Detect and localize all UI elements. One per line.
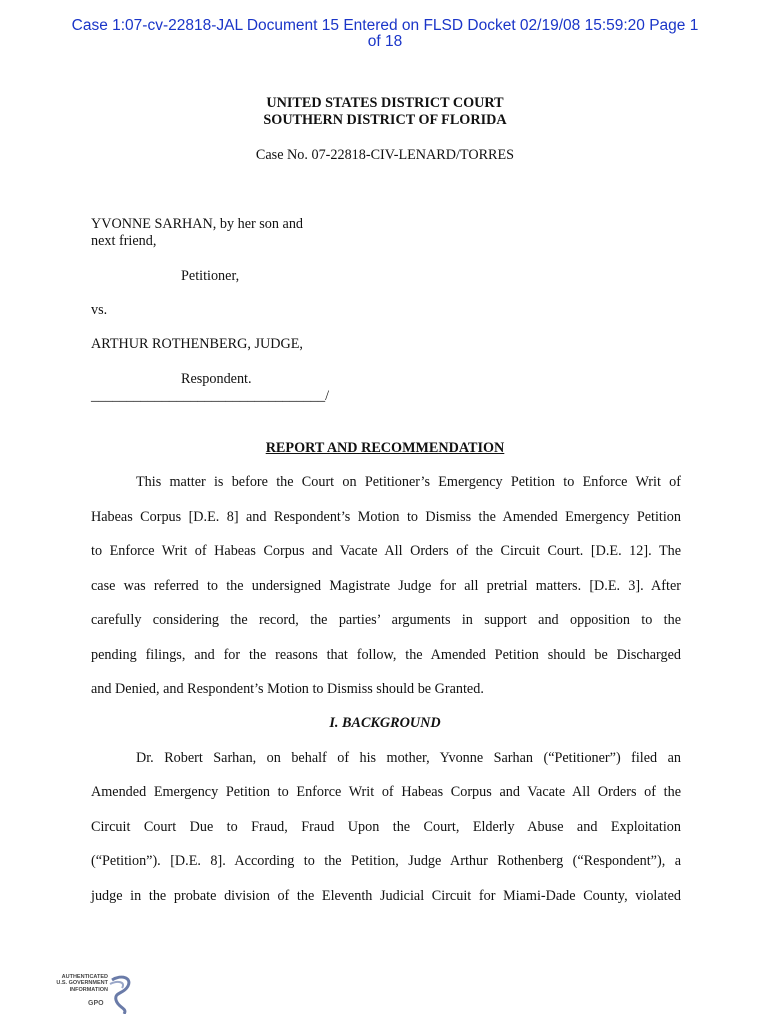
- gpo-logo-line-1: AUTHENTICATED: [61, 974, 108, 980]
- docket-header-line-1: Case 1:07-cv-22818-JAL Document 15 Entered on FLSD Docket 02/19/08 15:59:20 Page 1: [71, 17, 699, 34]
- docket-header-line-2: of 18: [367, 33, 403, 50]
- intro-line: and Denied, and Respondent’s Motion to Dismiss should be Granted.: [91, 681, 484, 697]
- report-title: REPORT AND RECOMMENDATION: [265, 440, 505, 456]
- intro-line: This matter is before the Court on Petitioner’s Emergency Petition to Enforce Writ of: [136, 474, 681, 490]
- caption-rule: _________________________________/: [91, 388, 330, 404]
- gpo-logo-line-2: U.S. GOVERNMENT: [56, 980, 108, 987]
- gpo-logo-text: [44, 974, 108, 993]
- court-name-line-1: UNITED STATES DISTRICT COURT: [266, 95, 504, 111]
- gpo-mark: GPO: [88, 1000, 104, 1007]
- docket-header: [60, 18, 710, 50]
- petitioner-name: YVONNE SARHAN, by her son and: [91, 216, 304, 232]
- background-line: (“Petition”). [D.E. 8]. According to the Petition, Judge Arthur Rothenberg (“Respondent”), a: [91, 853, 681, 869]
- respondent-name: ARTHUR ROTHENBERG, JUDGE,: [91, 336, 303, 352]
- intro-line: to Enforce Writ of Habeas Corpus and Vacate All Orders of the Circuit Court. [D.E. 12]. The: [91, 543, 681, 559]
- background-line: judge in the probate division of the Eleventh Judicial Circuit for Miami-Dade County, violated: [91, 888, 681, 904]
- gpo-authentication-logo: [44, 974, 134, 1018]
- versus: vs.: [91, 302, 108, 318]
- intro-line: carefully considering the record, the parties’ arguments in support and opposition to the: [91, 612, 681, 628]
- background-line: Dr. Robert Sarhan, on behalf of his mother, Yvonne Sarhan (“Petitioner”) filed an: [136, 750, 681, 766]
- intro-line: Habeas Corpus [D.E. 8] and Respondent’s Motion to Dismiss the Amended Emergency Petition: [91, 509, 681, 525]
- background-line: Circuit Court Due to Fraud, Fraud Upon the Court, Elderly Abuse and Exploitation: [91, 819, 681, 835]
- case-number: Case No. 07-22818-CIV-LENARD/TORRES: [255, 147, 515, 163]
- background-line: Amended Emergency Petition to Enforce Writ of Habeas Corpus and Vacate All Orders of the: [91, 784, 681, 800]
- respondent-role: Respondent.: [181, 371, 252, 387]
- intro-line: case was referred to the undersigned Magistrate Judge for all pretrial matters. [D.E. 3]. After: [91, 578, 681, 594]
- petitioner-role: Petitioner,: [181, 268, 240, 284]
- eagle-swoosh-icon: [106, 974, 134, 1014]
- gpo-logo-line-3: INFORMATION: [69, 986, 108, 993]
- background-heading: I. BACKGROUND: [329, 715, 441, 731]
- petitioner-name-continued: next friend,: [91, 233, 157, 249]
- court-name-line-2: SOUTHERN DISTRICT OF FLORIDA: [263, 112, 507, 128]
- intro-line: pending filings, and for the reasons that follow, the Amended Petition should be Discharged: [91, 647, 681, 663]
